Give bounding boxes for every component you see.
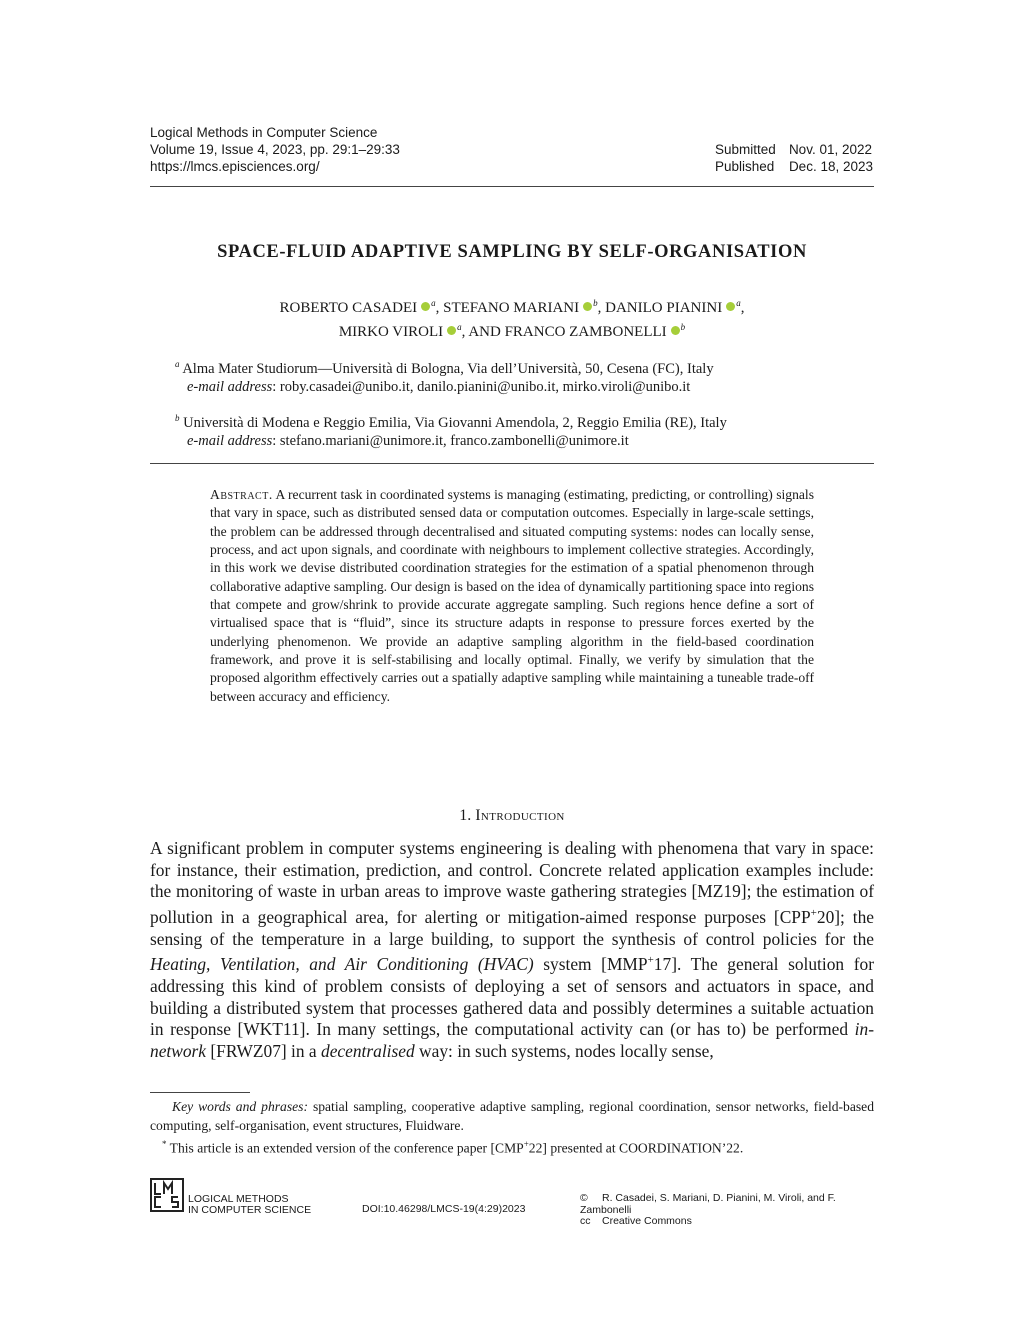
submitted-row	[715, 141, 873, 158]
page-footer	[150, 1178, 874, 1227]
author-name: STEFANO MARIANI	[443, 300, 580, 316]
email-label: e-mail address	[187, 378, 273, 395]
abstract-label: Abstract.	[210, 487, 273, 502]
section-heading	[150, 807, 874, 825]
affiliation-a: $^a$ Alma Mater Studiorum—Università di Bologna, Via dell’Università, 50, Cesena (FC), Italy e-mail address: roby.casadei@unibo.it, danilo.pianini@unibo.it, mirko.viroli@unibo.it	[175, 359, 714, 395]
affil-institution: Università di Modena e Reggio Emilia, Via Giovanni Amendola, 2, Reggio Emilia (RE), Italy	[183, 414, 727, 431]
header-rule	[150, 186, 874, 187]
author-name: MIRKO VIROLI	[338, 324, 444, 340]
text-run: system [MMP	[533, 954, 648, 975]
author-name: ROBERTO CASADEI	[279, 300, 418, 316]
footnotes	[150, 1098, 874, 1158]
affil-mark: a	[736, 298, 741, 308]
superscript: +	[810, 907, 817, 920]
emphasis: decentralised	[321, 1040, 415, 1061]
published-row	[715, 158, 873, 175]
doi[interactable]: DOI:10.46298/LMCS-19(4:29)2023	[362, 1203, 526, 1215]
text-run: 17]. The general solution for addressing this kind of problem consists of deploying a set of sensors and actuators in space, and building a distributed system that processes gathered data and possibly determines a suitable actuation in response [WKT11]. In many settings, the computational activity can (or has to) be performed	[150, 954, 874, 1040]
orcid-icon[interactable]	[447, 326, 456, 335]
author-and: AND	[468, 324, 501, 340]
text-run: A significant problem in computer systems engineering is dealing with phenomena that vary in space: for instance, their estimation, prediction, and control. Concrete related application examples include: the monitoring of waste in urban areas to improve waste gathering strategies [MZ19]; the estimation of pollution in a geographical area, for alerting or mitigation-aimed response purposes [CPP	[150, 838, 874, 927]
orcid-icon[interactable]	[671, 326, 680, 335]
section-number: 1.	[459, 807, 472, 824]
license[interactable]: Creative Commons	[602, 1215, 692, 1227]
footnote-rule	[150, 1092, 250, 1093]
affiliation-b: $^b$ Università di Modena e Reggio Emilia, Via Giovanni Amendola, 2, Reggio Emilia (RE), Italy e-mail address: stefano.mariani@unimore.it, franco.zambonelli@unimore.it	[175, 413, 727, 449]
orcid-icon[interactable]	[726, 302, 735, 311]
text-run: [FRWZ07] in a	[206, 1040, 321, 1061]
journal-url[interactable]: https://lmcs.episciences.org/	[150, 159, 320, 174]
logo-line: LOGICAL METHODS	[188, 1193, 289, 1205]
text-run: way: in such systems, nodes locally sense,	[414, 1040, 714, 1061]
email-label: e-mail address	[187, 432, 273, 449]
emphasis: Heating, Ventilation, and Air Conditioning (HVAC)	[150, 954, 534, 975]
email-list[interactable]: roby.casadei@unibo.it, danilo.pianini@unibo.it, mirko.viroli@unibo.it	[279, 378, 691, 395]
keywords: spatial sampling, cooperative adaptive sampling, regional coordination, sensor networks, field-based computing, self-organisation, event structures, Fluidware.	[150, 1099, 874, 1133]
affil-mark: b	[175, 413, 180, 423]
abstract	[210, 486, 814, 706]
footnote-mark: *	[162, 1139, 167, 1149]
author-list: ROBERTO CASADEI $^a$, STEFANO MARIANI $^b$, DANILO PIANINI $^a$, MIRKO VIROLI $^a$, AND FRANCO ZAMBONELLI $^b$	[279, 298, 745, 340]
affil-mark: a	[457, 322, 462, 332]
affil-mark: b	[593, 298, 598, 308]
affil-mark: b	[680, 322, 686, 332]
author-name: FRANCO ZAMBONELLI	[504, 324, 667, 340]
copyright-block	[580, 1193, 874, 1228]
abstract-text: A recurrent task in coordinated systems is managing (estimating, predicting, or controlling) signals that vary in space, such as distributed sensed data or computation outcomes. Especially in large-scale settings, the problem can be addressed through decentralised and situated computing systems: nodes can locally sense, process, and act upon signals, and coordinate with neighbours to implement collective strategies. Accordingly, in this work we devise distributed coordination strategies for the estimation of a spatial phenomenon through collaborative adaptive sampling. Our design is based on the idea of dynamically partitioning space into regions that compete and grow/shrink to provide accurate aggregate sampling. Such regions hence define a sort of virtualised space that is “fluid”, since its structure adapts in response to pressure forces exerted by the underlying phenomenon. We provide an adaptive sampling algorithm in the field-based coordination framework, and prove it is self-stabilising and locally optimal. Finally, we verify by simulation that the proposed algorithm effectively carries out a spatially adaptive sampling while maintaining a tuneable trade-off between accuracy and efficiency.	[210, 487, 815, 704]
section-title: Introduction	[475, 807, 565, 824]
submitted-label: Submitted	[714, 142, 776, 157]
author-name: DANILO PIANINI	[605, 300, 723, 316]
affil-institution: Alma Mater Studiorum—Università di Bologna, Via dell’Università, 50, Cesena (FC), Italy	[182, 360, 714, 377]
published-date: Dec. 18, 2023	[788, 159, 873, 174]
submitted-date: Nov. 01, 2022	[788, 142, 872, 157]
creative-commons-icon: cc	[580, 1215, 591, 1227]
keywords-label: Key words and phrases:	[172, 1099, 308, 1114]
journal-volume: Volume 19, Issue 4, 2023, pp. 29:1–29:33	[150, 142, 400, 157]
text-run: 20]; the sensing of the temperature in a large building, to support the synthesis of control policies for the	[150, 906, 874, 949]
footnote-text: This article is an extended version of the conference paper [CMP	[169, 1140, 524, 1156]
orcid-icon[interactable]	[421, 302, 430, 311]
orcid-icon[interactable]	[583, 302, 592, 311]
published-label: Published	[714, 159, 775, 174]
journal-name: Logical Methods in Computer Science	[150, 125, 378, 140]
paper-title: SPACE-FLUID ADAPTIVE SAMPLING BY SELF-ORGANISATION	[217, 242, 807, 262]
logo-line: IN COMPUTER SCIENCE	[188, 1204, 312, 1216]
copyright-icon: ©	[580, 1192, 588, 1204]
affil-mark: a	[431, 298, 436, 308]
lmcs-logo-icon	[150, 1178, 184, 1212]
superscript: +	[523, 1139, 529, 1149]
intro-paragraph	[150, 838, 874, 1063]
copyright-holders: R. Casadei, S. Mariani, D. Pianini, M. Viroli, and F. Zambonelli	[580, 1192, 836, 1216]
affil-mark: a	[175, 359, 180, 369]
footnote-text: 22] presented at COORDINATION’22.	[528, 1140, 744, 1156]
logo-text	[188, 1194, 311, 1216]
affiliation-rule	[150, 463, 874, 464]
email-list[interactable]: stefano.mariani@unimore.it, franco.zambonelli@unimore.it	[279, 432, 629, 449]
superscript: +	[647, 954, 654, 967]
emphasis: in-network	[150, 1019, 874, 1061]
